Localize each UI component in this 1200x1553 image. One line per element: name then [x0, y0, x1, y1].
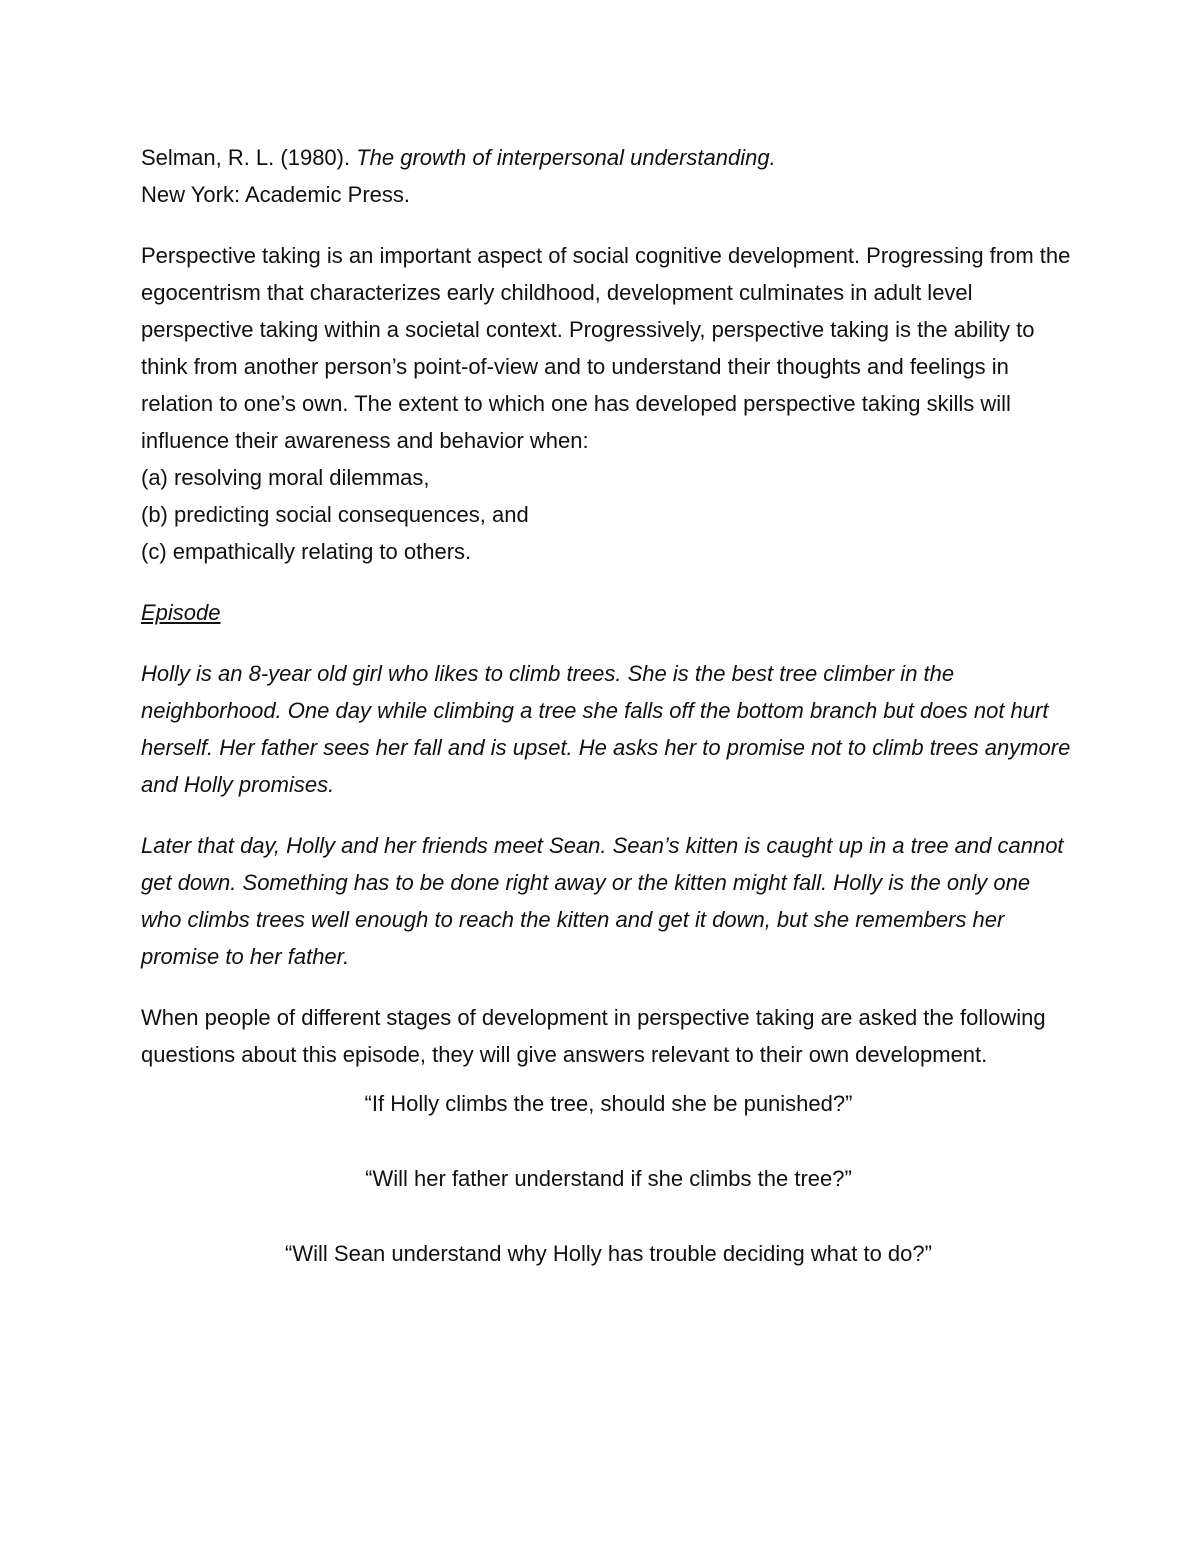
episode-heading: Episode: [141, 600, 221, 625]
episode-paragraph-2: Later that day, Holly and her friends meet Sean. Sean’s kitten is caught up in a tree and cannot get down. Something has to be done right away or the kitten might fall. Holly is the only one who climbs trees well enough to reach the kitten and get it down, but she remembers her promise to her father.: [141, 833, 1064, 969]
question-1: “If Holly climbs the tree, should she be punished?”: [364, 1091, 853, 1116]
outro-paragraph: When people of different stages of development in perspective taking are asked the following questions about this episode, they will give answers relevant to their own development.: [141, 1005, 1046, 1067]
list-item-b: (b) predicting social consequences, and: [141, 502, 529, 527]
citation-line-2: New York: Academic Press.: [141, 182, 411, 207]
list-item-a: (a) resolving moral dilemmas,: [141, 465, 430, 490]
episode-paragraph-1: Holly is an 8-year old girl who likes to climb trees. She is the best tree climber in the neighborhood. One day while climbing a tree she falls off the bottom branch but does not hurt herself. Her father sees her fall and is upset. He asks her to promise not to climb trees anymore and Holly promises.: [141, 661, 1071, 797]
dilemma-list: [141, 459, 1076, 570]
list-item-c: (c) empathically relating to others.: [141, 539, 472, 564]
question-2: “Will her father understand if she climbs the tree?”: [365, 1166, 852, 1191]
intro-paragraph: Perspective taking is an important aspect of social cognitive development. Progressing from the egocentrism that characterizes early childhood, development culminates in adult level perspective taking within a societal context. Progressively, perspective taking is the ability to think from another person’s point-of-view and to understand their thoughts and feelings in relation to one’s own. The extent to which one has developed perspective taking skills will influence their awareness and behavior when:: [141, 243, 1071, 453]
citation: [141, 139, 1076, 213]
citation-title: The growth of interpersonal understanding.: [356, 145, 776, 170]
document-body: [141, 139, 1076, 1272]
episode-text: [141, 655, 1076, 975]
citation-authors: Selman, R. L. (1980).: [141, 145, 357, 170]
question-list: [141, 1085, 1076, 1272]
question-3: “Will Sean understand why Holly has trouble deciding what to do?”: [285, 1241, 932, 1266]
citation-line-1: [141, 139, 1076, 176]
